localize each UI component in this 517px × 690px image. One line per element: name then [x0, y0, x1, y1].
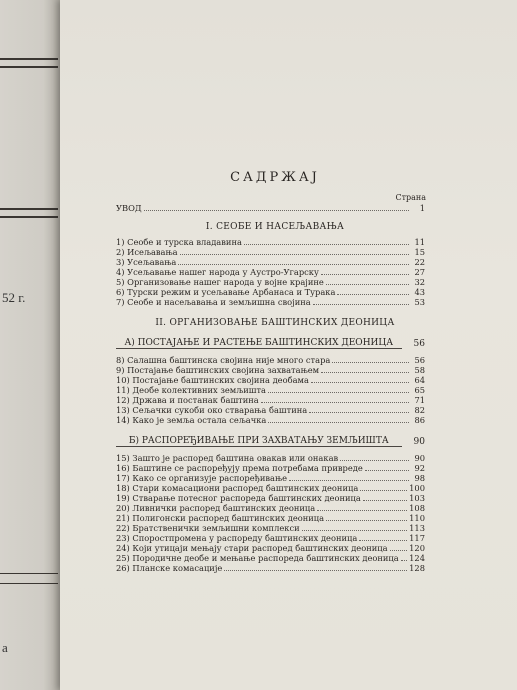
- toc-page: 22: [414, 257, 425, 267]
- toc-label: 6) Турски режим и усељавање Арбанаса и Турака: [116, 287, 336, 297]
- toc-label: 1) Сеобе и турска владавина: [116, 237, 242, 247]
- toc-page: 58: [414, 365, 425, 375]
- toc-page: 27: [414, 267, 425, 277]
- toc-label: 7) Сеобе и насељавања и земљишна својина: [116, 297, 311, 307]
- dot-leader: [268, 422, 409, 423]
- toc-page: 11: [414, 237, 425, 247]
- toc-label: 11) Деобе колективних земљишта: [116, 385, 267, 395]
- subsection-page: 56: [413, 339, 425, 349]
- toc-row: [116, 257, 425, 267]
- toc-label: 9) Постајање баштинских својина захватањем: [116, 365, 320, 375]
- dot-leader: [178, 264, 409, 265]
- dot-leader: [302, 530, 408, 531]
- toc-label: 13) Сељачки сукоби око стварања баштина: [116, 405, 308, 415]
- subsection-b: [116, 436, 425, 447]
- toc-page: 90: [414, 453, 425, 463]
- toc-page: 15: [414, 247, 425, 257]
- toc-label: 26) Планске комасације: [116, 563, 223, 573]
- toc-row: [116, 543, 425, 553]
- dot-leader: [326, 520, 407, 521]
- toc-label: 17) Како се организује распоређивање: [116, 473, 288, 483]
- dot-leader: [311, 382, 409, 383]
- rule-line: [0, 66, 58, 68]
- dot-leader: [309, 412, 409, 413]
- rule-line: [0, 58, 58, 60]
- toc-label: УВОД: [116, 203, 142, 213]
- dot-leader: [313, 304, 409, 305]
- toc-row: [116, 395, 425, 405]
- dot-leader: [359, 540, 407, 541]
- toc-row: [116, 415, 425, 425]
- toc-row: [116, 553, 425, 563]
- toc-page: 82: [414, 405, 425, 415]
- toc-row: [116, 463, 425, 473]
- toc-label: 8) Салашна баштинска својина није много стара: [116, 355, 331, 365]
- dot-leader: [401, 560, 407, 561]
- toc-row: [116, 297, 425, 307]
- rule-line: [0, 208, 58, 210]
- dot-leader: [321, 274, 409, 275]
- toc-label: 4) Усељавање нашег народа у Аустро-Угарску: [116, 267, 319, 277]
- toc-row: [116, 523, 425, 533]
- toc-label: 15) Зашто је распоред баштина овакав или онакав: [116, 453, 339, 463]
- toc-row: [116, 533, 425, 543]
- toc-row: [116, 473, 425, 483]
- dot-leader: [332, 362, 409, 363]
- toc-page: 65: [414, 385, 425, 395]
- dot-leader: [365, 470, 409, 471]
- dot-leader: [224, 570, 407, 571]
- toc-row: [116, 385, 425, 395]
- toc-page: 32: [414, 277, 425, 287]
- toc-page: 120: [409, 543, 425, 553]
- toc-row: [116, 247, 425, 257]
- toc-page: 1: [419, 203, 425, 213]
- text-fragment: а: [2, 640, 8, 655]
- dot-leader: [317, 510, 407, 511]
- dot-leader: [360, 490, 407, 491]
- subsection-page: 90: [413, 437, 425, 447]
- dot-leader: [244, 244, 409, 245]
- toc-row: [116, 503, 425, 513]
- toc-label: 14) Како је земља остала сељачка: [116, 415, 267, 425]
- dot-leader: [390, 550, 408, 551]
- toc-label: 25) Породичне деобе и мењање распореда баштинских деоница: [116, 553, 399, 563]
- toc-label: 12) Држава и постанак баштина: [116, 395, 259, 405]
- toc-label: 5) Организовање нашег народа у војне крајине: [116, 277, 324, 287]
- rule-line: [0, 573, 58, 574]
- subsection-a: [116, 338, 425, 349]
- toc-page: 43: [414, 287, 425, 297]
- toc-label: 22) Братственички земљишни комплекси: [116, 523, 300, 533]
- underlying-page: [0, 0, 62, 690]
- part1-title: I. СЕОБЕ И НАСЕЉАВАЊА: [205, 222, 345, 232]
- toc-row: [116, 483, 425, 493]
- toc-label: 20) Ливнички распоред баштинских деоница: [116, 503, 316, 513]
- toc-page: 100: [409, 483, 425, 493]
- toc-page: 56: [414, 355, 425, 365]
- toc-page: 103: [409, 493, 425, 503]
- subsection-label: Б) РАСПОРЕЂИВАЊЕ ПРИ ЗАХВАТАЊУ ЗЕМЉИШТА: [116, 436, 402, 447]
- toc-label: 19) Стварање потесног распореда баштинских деоница: [116, 493, 361, 503]
- dot-leader: [180, 254, 409, 255]
- toc-page: 117: [409, 533, 425, 543]
- page-column-header: Страна: [395, 193, 426, 202]
- toc-label: 16) Баштине се распоређују према потребама привреде: [116, 463, 363, 473]
- toc-label: 10) Постајање баштинских својина деобама: [116, 375, 309, 385]
- dot-leader: [144, 210, 409, 211]
- toc-page: 110: [409, 513, 425, 523]
- subsection-label: А) ПОСТАЈАЊЕ И РАСТЕЊЕ БАШТИНСКИХ ДЕОНИЦА: [116, 338, 402, 349]
- toc-title: САДРЖАЈ: [230, 170, 320, 185]
- toc-row: [116, 453, 425, 463]
- toc-row: [116, 513, 425, 523]
- toc-row: [116, 287, 425, 297]
- rule-line: [0, 216, 58, 218]
- dot-leader: [289, 480, 409, 481]
- dot-leader: [261, 402, 409, 403]
- toc-page: 53: [414, 297, 425, 307]
- toc-page: 128: [409, 563, 425, 573]
- toc-row: [116, 405, 425, 415]
- toc-row: [116, 375, 425, 385]
- toc-label: 24) Који утицаји мењају стари распоред баштинских деоница: [116, 543, 388, 553]
- dot-leader: [337, 294, 409, 295]
- dot-leader: [340, 460, 409, 461]
- toc-page: 71: [414, 395, 425, 405]
- dot-leader: [363, 500, 407, 501]
- dot-leader: [268, 392, 409, 393]
- toc-page: 98: [414, 473, 425, 483]
- dot-leader: [321, 372, 409, 373]
- toc-label: 21) Полигонски распоред баштинских деоница: [116, 513, 325, 523]
- toc-row: [116, 563, 425, 573]
- toc-row: [116, 355, 425, 365]
- rule-line: [0, 583, 58, 584]
- toc-label: 23) Споростпромена у распореду баштинских деоница: [116, 533, 358, 543]
- year-fragment: 52 г.: [2, 290, 26, 305]
- toc-row: [116, 237, 425, 247]
- part2-title: II. ОРГАНИЗОВАЊЕ БАШТИНСКИХ ДЕОНИЦА: [155, 318, 395, 328]
- toc-row: [116, 365, 425, 375]
- toc-page: 64: [414, 375, 425, 385]
- toc-page: 86: [414, 415, 425, 425]
- toc-label: 18) Стари комасациони распоред баштинских деоница: [116, 483, 359, 493]
- toc-label: 3) Усељавања: [116, 257, 177, 267]
- toc-page: 92: [414, 463, 425, 473]
- toc-label: 2) Исељавања: [116, 247, 178, 257]
- toc-row: [116, 493, 425, 503]
- toc-row: [116, 277, 425, 287]
- toc-page: 124: [409, 553, 425, 563]
- toc-page: 108: [409, 503, 425, 513]
- dot-leader: [326, 284, 409, 285]
- toc-page: 113: [409, 523, 425, 533]
- toc-row: [116, 267, 425, 277]
- toc-row-intro: [116, 203, 425, 213]
